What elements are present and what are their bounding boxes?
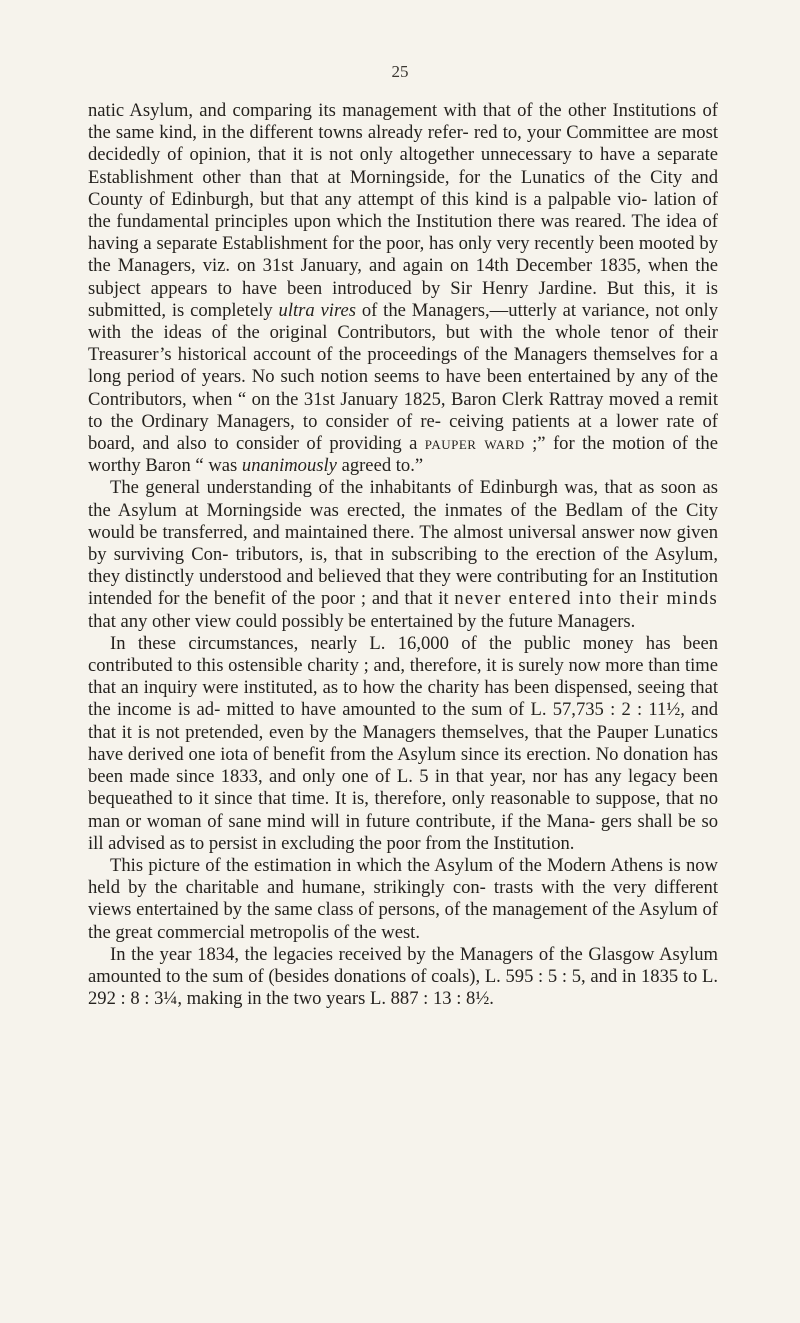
ultra-vires-italic: ultra vires [278, 299, 356, 321]
paragraph-1-part-b: of the Managers,—utterly at variance, not only with the ideas of the original Contributors, but with the whole tenor of their Treasurer’s historical account of the proceedings of the Managers themselves for a long period of years. No such notion seems to have been entertained by any of the Contributors, when “ on the 31st January 1825, Baron Clerk Rattray moved a remit to the Ordinary Managers, to consider of re- ceiving patients at a lower rate of board, and also to consider of providing a [88, 299, 719, 455]
paragraph-1-part-d: agreed to.” [336, 455, 424, 477]
paragraph-2-text: The general understanding of the inhabitants of Edinburgh was, that as soon as the Asylum at Morningside was erected, the inmates of the Bedlam of the City would be transferred, and maintained there. The almost universal answer now given by surviving Con- tributors, is, that in subscribing to the erection of the Asylum, they distinctly understood and believed that they were contributing for an Institution intended for the benefit of the poor ; and that it [88, 477, 718, 610]
paragraph-5: In the year 1834, the legacies received by the Managers of the Glasgow Asylum amounted to the sum of (besides donations of coals), L. 595 : 5 : 5, and in 1835 to L. 292 : 8 : 3¼, making in the two years L. 887 : 13 : 8½. [88, 943, 718, 1010]
page-number: 25 [391, 62, 409, 81]
paragraph-2 [88, 477, 718, 632]
paragraph-2-spaced: never entered into their minds [454, 588, 718, 610]
paragraph-3: In these circumstances, nearly L. 16,000 of the public money has been contributed to this ostensible charity ; and, therefore, it is surely now more than time that an inquiry were instituted, as to how the charity has been dispensed, seeing that the income is ad- mitted to have amounted to the sum of L. 57,735 : 2 : 11½, and that it is not pretended, even by the Managers themselves, that the Pauper Lunatics have derived one iota of benefit from the Asylum since its erection. No donation has been made since 1833, and only one of L. 5 in that year, nor has any legacy been bequeathed to it since that time. It is, therefore, only reasonable to suppose, that no man or woman of sane mind will in future contribute, if the Mana- gers shall be so ill advised as to persist in excluding the poor from the Institution. [88, 632, 718, 854]
body-text [88, 100, 718, 1010]
unanimously-italic: unanimously [241, 455, 337, 477]
paragraph-1 [88, 100, 718, 477]
pauper-ward-smallcaps: pauper ward [424, 433, 525, 455]
paragraph-2-end: that any other view could possibly be entertained by the future Managers. [88, 610, 636, 632]
paragraph-1-part-c: ;” for the motion of the worthy Baron “ was [88, 433, 718, 477]
paragraph-4: This picture of the estimation in which the Asylum of the Modern Athens is now held by the charitable and humane, strikingly con- trasts with the very different views entertained by the same class of persons, of the management of the Asylum of the great commercial metropolis of the west. [88, 854, 718, 943]
paragraph-1-part-a: natic Asylum, and comparing its management with that of the other Institutions of the same kind, in the different towns already refer- red to, your Committee are most decidedly of opinion, that it is not only altogether unnecessary to have a separate Establishment other than that at Morningside, for the Lunatics of the City and County of Edinburgh, but that any attempt of this kind is a palpable vio- lation of the fundamental principles upon which the Institution there was reared. The idea of having a separate Establishment for the poor, has only very recently been mooted by the Managers, viz. on 31st January, and again on 14th December 1835, when the subject appears to have been introduced by Sir Henry Jardine. But this, it is submitted, is completely [88, 100, 718, 321]
